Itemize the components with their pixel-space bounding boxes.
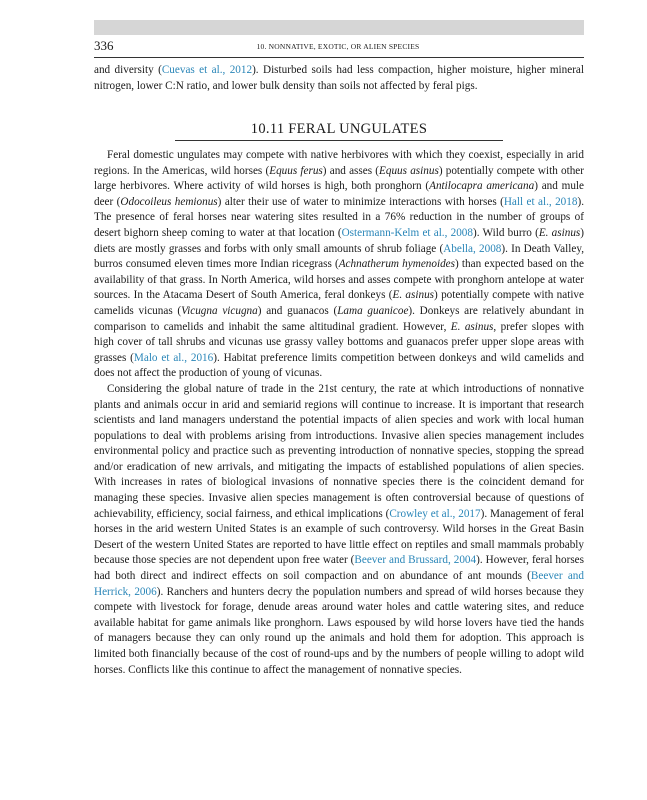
section-body <box>94 148 584 678</box>
species-name: Achnatherum hymenoides <box>338 258 455 271</box>
species-name: E. asinus <box>392 289 435 302</box>
citation-link[interactable]: Hall et al., 2018 <box>503 195 578 208</box>
citation-link[interactable]: Beever and Herrick, 2006 <box>94 570 584 598</box>
header-rule <box>94 57 584 58</box>
paragraph-1: Feral domestic ungulates may compete with native herbivores with which they coexist, especially in arid regions. In the Americas, wild horses (Equus ferus) and asses (Equus asinus) potentially compete with other large herbivores. Where activity of wild horses is high, both pronghorn (Antilocapra americana) and mule deer (Odocoileus hemionus) alter their use of water to minimize interactions with horses (Hall et al., 2018). The presence of feral horses near watering sites resulted in a 76% reduction in the number of groups of desert bighorn sheep coming to water at that location (Ostermann-Kelm et al., 2008). Wild burro (E. asinus) diets are mostly grasses and forbs with only small amounts of shrub foliage (Abella, 2008). In Death Valley, burros consumed eleven times more Indian ricegrass (Achnatherum hymenoides) than expected based on the availability of that grass. In North America, wild horses and asses compete with pronghorn antelope at water sources. In the Atacama Desert of South America, feral donkeys (E. asinus) potentially compete with native camelids vicunas (Vicugna vicugna) and guanacos (Lama guanicoe). Donkeys are relatively abundant in comparison to camelids and inhabit the same altitudinal gradient. However, E. asinus, prefer slopes with high cover of tall shrubs and vicunas use grassy valley bottoms and guanacos prefer upper slope areas with grasses (Malo et al., 2016). Habitat preference limits competition between donkeys and wild camelids and does not affect the production of young of vicunas. <box>94 149 585 380</box>
species-name: E. asinus <box>538 226 581 239</box>
paragraph-top: and diversity (Cuevas et al., 2012). Disturbed soils had less compaction, higher moisture, higher mineral nitrogen, lower C:N ratio, and lower bulk density than soils not affected by feral pigs. <box>94 64 584 92</box>
species-name: Vicugna vicugna <box>181 304 258 317</box>
citation-link[interactable]: Abella, 2008 <box>443 242 502 255</box>
species-name: Lama guanicoe <box>337 304 409 317</box>
species-name: Equus ferus <box>269 164 323 177</box>
top-paragraph <box>94 63 584 94</box>
citation-link[interactable]: Cuevas et al., 2012 <box>161 64 253 76</box>
citation-link[interactable]: Ostermann-Kelm et al., 2008 <box>341 226 473 239</box>
citation-link[interactable]: Beever and Brussard, 2004 <box>354 554 477 567</box>
species-name: E. asinus <box>450 320 494 333</box>
section-title: 10.11 FERAL UNGULATES <box>250 121 428 137</box>
running-head: 10. NONNATIVE, EXOTIC, OR ALIEN SPECIES <box>256 42 420 51</box>
species-name: Antilocapra americana <box>429 180 535 193</box>
citation-link[interactable]: Crowley et al., 2017 <box>389 507 481 520</box>
section-rule <box>175 140 503 141</box>
page-number: 336 <box>94 38 114 53</box>
citation-link[interactable]: Malo et al., 2016 <box>133 351 214 364</box>
header-band <box>94 20 584 35</box>
species-name: Odocoileus hemionus <box>120 195 218 208</box>
paragraph-2: Considering the global nature of trade in the 21st century, the rate at which introductions of nonnative plants and animals occur in arid and semiarid regions will continue to increase. It is important that research scientists and land managers understand the potential impacts of alien species and work with local human populations to deal with problems arising from introductions. Invasive alien species management includes environmental policy and practice such as preventing introduction of nonnative species, stopping the spread and/or eradication of new arrivals, and mitigating the impacts of established populations of alien species. With increases in rates of biological invasions of nonnative species there is the coincident demand for managing these species. Invasive alien species management is often controversial because of questions of achievability, efficiency, social fairness, and ethical implications (Crowley et al., 2017). Management of feral horses in the arid western United States is an example of such controversy. Wild horses in the Great Basin Desert of the western United States are reported to have little effect on reptiles and small mammals probably because those species are not dependent upon free water (Beever and Brussard, 2004). However, feral horses had both direct and indirect effects on soil compaction and on abundance of ant mounds (Beever and Herrick, 2006). Ranchers and hunters decry the population numbers and spread of wild horses because they compete with livestock for forage, denude areas around water holes and cattle watering sites, and reduce available habitat for game animals like pronghorn. Laws espoused by wild horse lovers have tied the hands of managers because they can only round up the animals and hold them for adoption. This approach is limited both financially because of the cost of round-ups and by the numbers of people willing to adopt wild horses. Conflicts like this continue to affect the management of nonnative species. <box>94 382 584 676</box>
species-name: Equus asinus <box>379 164 439 177</box>
